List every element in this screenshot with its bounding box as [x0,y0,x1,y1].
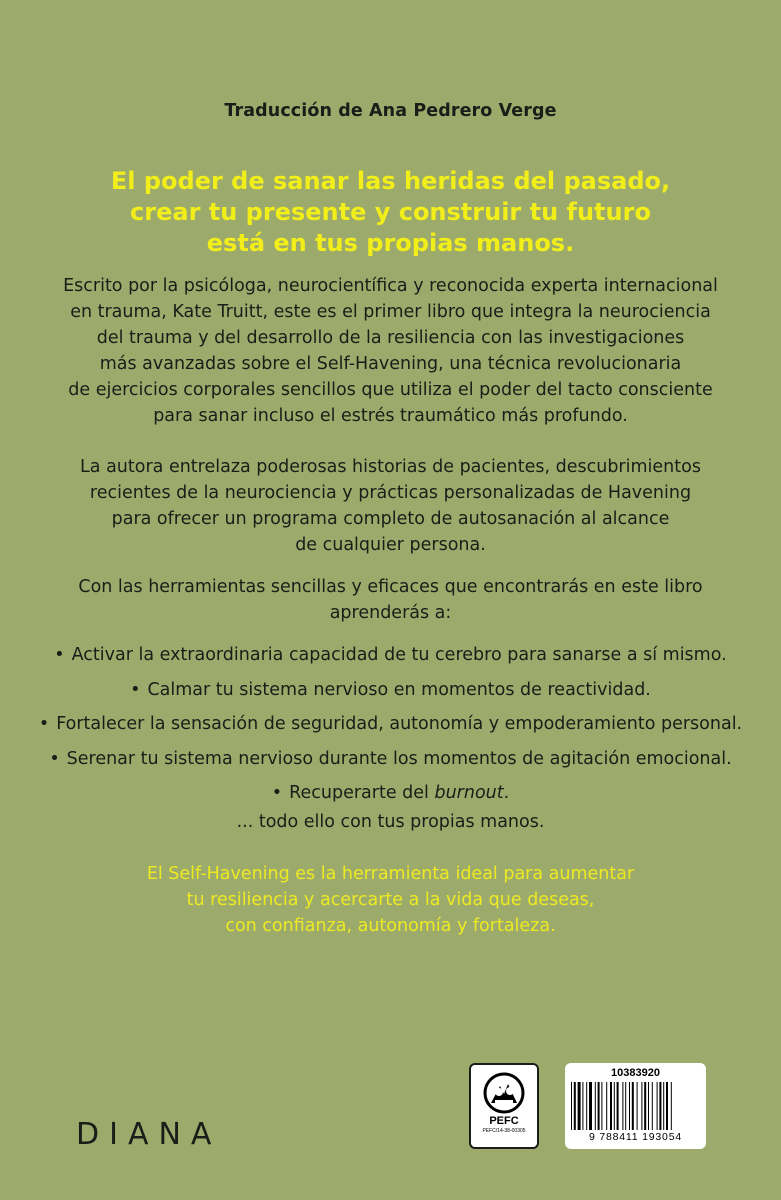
paragraph-line: más avanzadas sobre el Self-Havening, una técnica revolucionaria [99,354,682,374]
list-item-italic: burnout [434,783,504,803]
list-item-text: Calmar tu sistema nervioso en momentos de reactividad. [147,679,651,700]
list-item-text: Serenar tu sistema nervioso durante los momentos de agitación emocional. [66,748,732,769]
paragraph-line: de cualquier persona. [295,535,486,555]
paragraph-line: de ejercicios corporales sencillos que utiliza el poder del tacto consciente [68,380,713,400]
list-item [20,638,761,673]
bullet-icon: • [49,748,60,769]
bullet-icon: • [130,679,141,700]
barcode-bar [601,1082,602,1130]
isbn-digits: 9 788411 193054 [589,1131,682,1143]
barcode-bar [622,1082,623,1130]
list-item [20,742,761,777]
barcode-bar [610,1082,612,1130]
final-statement [40,861,741,939]
barcode-bar [578,1082,581,1130]
barcode-bar [632,1082,634,1130]
pefc-code: PEFC/14-38-00305 [482,1128,526,1134]
paragraph-line: del trauma y del desarrollo de la resiliencia con las investigaciones [96,328,685,348]
barcode-bar [629,1082,630,1130]
bullet-icon: • [38,714,50,734]
synopsis-paragraph-3 [40,574,741,626]
final-line: tu resiliencia y acercarte a la vida que deseas, [186,890,595,910]
paragraph-line: recientes de la neurociencia y prácticas personalizadas de Havening [89,483,692,503]
barcode-bar [637,1082,638,1130]
paragraph-line: para sanar incluso el estrés traumático más profundo. [153,406,628,426]
barcode-bar [574,1082,576,1130]
closing-line: ... todo ello con tus propias manos. [236,812,545,832]
barcode-bar [641,1082,642,1130]
paragraph-line: Con las herramientas sencillas y eficaces que encontrarás en este libro [78,577,703,597]
paragraph-line: en trauma, Kate Truitt, este es el primer libro que integra la neurociencia [70,302,711,322]
barcode-bar [644,1082,646,1130]
bullet-icon: • [54,645,65,665]
bullet-icon: • [271,783,283,803]
barcode-bar [652,1082,653,1130]
barcode-bar [657,1082,658,1130]
barcode-bar [648,1082,649,1130]
list-item-text: Fortalecer la sensación de seguridad, autonomía y empoderamiento personal. [56,714,743,734]
list-item [20,707,761,742]
barcode-bar [659,1082,661,1130]
barcode-bar [582,1082,583,1130]
list-item-text: . [503,783,510,803]
paragraph-line: para ofrecer un programa completo de autosanación al alcance [111,509,670,529]
barcode-bar [571,1082,572,1130]
paragraph-line: Escrito por la psicóloga, neurocientífica y reconocida experta internacional [63,276,718,296]
paragraph-line: aprenderás a: [329,603,452,623]
tagline-line: El poder de sanar las heridas del pasado, [110,167,671,195]
barcode-bar [614,1082,615,1130]
barcode-bar [586,1082,587,1130]
synopsis-paragraph-2 [40,454,741,558]
barcode-bar [617,1082,619,1130]
barcode-bar [598,1082,600,1130]
final-line: El Self-Havening es la herramienta ideal para aumentar [146,864,635,884]
tagline-line: crear tu presente y construir tu futuro [130,198,651,226]
synopsis-paragraph-1 [40,273,741,429]
list-item-text: Recuperarte del [289,783,435,803]
list-item-text: Activar la extraordinaria capacidad de tu cerebro para sanarse a sí mismo. [71,645,727,665]
isbn-barcode [565,1063,706,1149]
barcode-bar [589,1082,592,1130]
barcode-bar [625,1082,626,1130]
product-code: 10383920 [611,1067,660,1079]
pefc-certification-badge [469,1063,539,1149]
tagline-line: está en tus propias manos. [206,229,575,257]
list-item [20,673,761,708]
barcode-icon [571,1082,700,1130]
pefc-tree-logo-icon [483,1072,525,1114]
pefc-label: PEFC [489,1115,519,1127]
translator-credit: Traducción de Ana Pedrero Verge [224,101,557,121]
barcode-bar [666,1082,668,1130]
tagline [0,166,781,259]
barcode-bar [671,1082,672,1130]
paragraph-line: La autora entrelaza poderosas historias de pacientes, descubrimientos [80,457,701,477]
list-item [20,776,761,811]
barcode-bar [606,1082,607,1130]
publisher-logo: DIANA [76,1117,222,1152]
benefits-list [20,638,761,811]
barcode-bar [663,1082,664,1130]
barcode-bar [595,1082,596,1130]
final-line: con confianza, autonomía y fortaleza. [225,916,556,936]
